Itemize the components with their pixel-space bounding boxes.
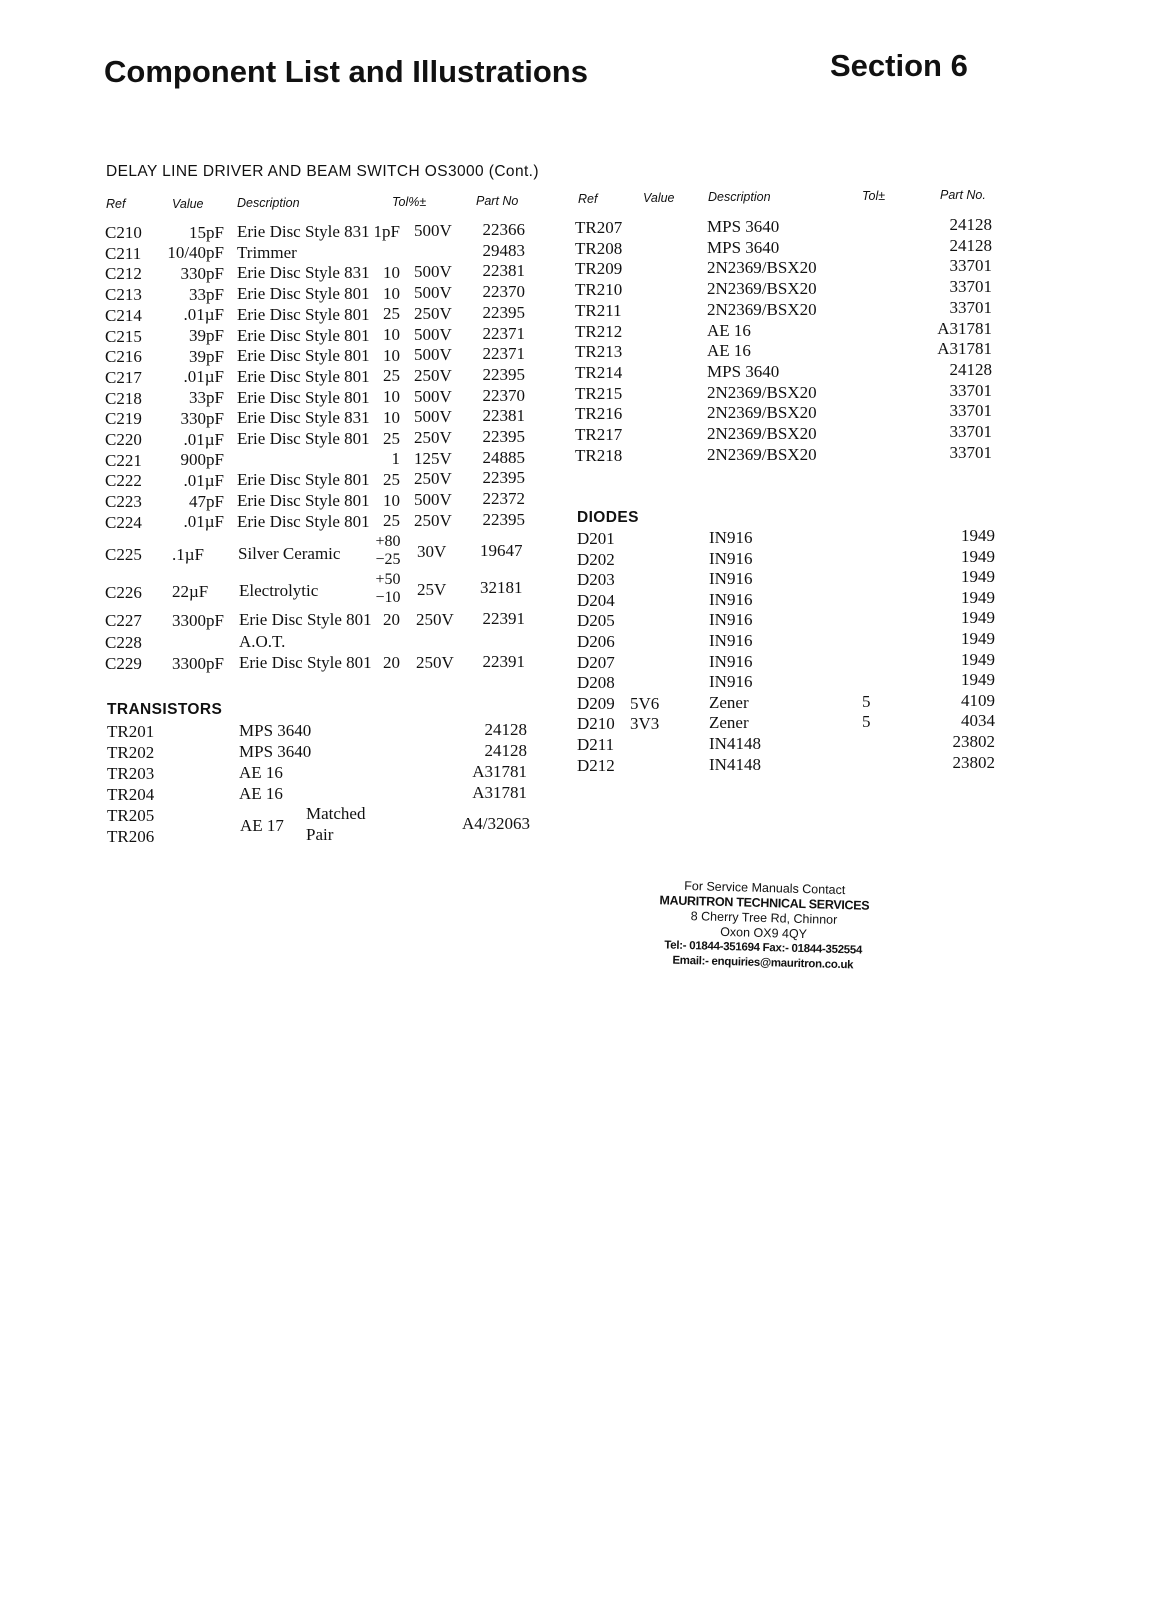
right-header-part-no: Part No. (940, 188, 986, 202)
row-tolerance: 10 (383, 345, 400, 365)
row-value: 15pF (189, 222, 224, 242)
row-part-no: 22381 (482, 406, 525, 426)
contact-phone: Tel:- 01844-351694 Fax:- 01844-352554 (664, 939, 863, 957)
row-ref: D206 (577, 632, 615, 651)
service-contact-stamp (648, 878, 880, 974)
row-part-no: 22381 (482, 261, 525, 281)
row-ref: C215 (105, 326, 142, 346)
row-value: 39pF (189, 346, 224, 366)
row-part-no: 33701 (949, 277, 992, 297)
row-ref: C221 (105, 450, 142, 470)
row-ref: C219 (105, 409, 142, 429)
row-description: MPS 3640 (707, 237, 780, 257)
right-header-description: Description (708, 190, 771, 204)
row-description: Erie Disc Style 801 (237, 491, 370, 511)
row-ref: C222 (105, 471, 142, 491)
row-voltage: 500V (414, 345, 452, 365)
row-ref: TR208 (575, 238, 623, 258)
row-part-no: 22371 (482, 323, 525, 343)
right-header-tol: Tol± (862, 189, 886, 203)
row-tolerance-plus: +80 (375, 533, 401, 550)
row-ref: D202 (577, 549, 615, 569)
page-title: Component List and Illustrations (104, 54, 588, 89)
right-header-value: Value (643, 191, 675, 205)
row-part-no: 19647 (480, 541, 523, 560)
row-description: 2N2369/BSX20 (707, 279, 817, 299)
row-description: IN4148 (709, 754, 761, 774)
row-voltage: 250V (414, 428, 452, 447)
row-tolerance: 10 (383, 407, 400, 427)
row-ref: TR211 (575, 300, 622, 320)
row-ref: D212 (577, 755, 615, 775)
row-part-no: 1949 (961, 567, 995, 587)
row-part-no: 24128 (949, 359, 992, 379)
row-part-no: 24128 (484, 720, 527, 739)
row-part-no: A31781 (472, 783, 527, 802)
row-ref: C225 (105, 545, 142, 564)
row-voltage: 500V (414, 283, 452, 303)
row-ref: TR215 (575, 383, 623, 403)
contact-address: 8 Cherry Tree Rd, Chinnor (690, 909, 838, 927)
row-voltage: 25V (417, 580, 447, 599)
row-ref: C224 (105, 512, 142, 532)
row-description: IN916 (709, 528, 753, 547)
row-ref: C226 (105, 583, 142, 602)
row-tolerance: 10 (383, 283, 400, 303)
row-description: MPS 3640 (707, 217, 780, 236)
row-ref: TR213 (575, 342, 623, 362)
row-part-no: 22371 (482, 344, 525, 364)
row-ref: C227 (105, 611, 142, 630)
row-description: A.O.T. (239, 632, 286, 651)
row-description: 2N2369/BSX20 (707, 424, 817, 443)
row-part-no: 32181 (480, 578, 523, 597)
row-ref: TR205 (107, 806, 155, 825)
row-ref: C229 (105, 654, 142, 673)
row-value: .01µF (183, 470, 224, 490)
row-part-no: 1949 (961, 649, 995, 669)
row-part-no: 24885 (482, 447, 525, 467)
row-tolerance: 20 (383, 653, 400, 672)
row-ref: C218 (105, 388, 142, 408)
row-part-no: A31781 (937, 339, 992, 359)
row-tolerance-minus: −25 (375, 551, 401, 568)
row-ref: D207 (577, 652, 615, 672)
row-voltage: 250V (414, 469, 452, 489)
row-voltage: 500V (414, 490, 452, 510)
row-voltage: 250V (414, 365, 452, 385)
row-tolerance: 10 (383, 490, 400, 510)
row-ref: D203 (577, 570, 615, 590)
row-part-no: 4034 (961, 711, 995, 731)
row-part-no: 33701 (949, 401, 992, 421)
row-ref: C210 (105, 223, 142, 242)
row-tolerance: 1 (391, 449, 400, 469)
row-value: 39pF (189, 326, 224, 345)
row-part-no: 22391 (482, 651, 525, 671)
section-label: Section 6 (830, 48, 968, 83)
row-value: .01µF (183, 305, 224, 325)
row-description: Erie Disc Style 801 (237, 325, 370, 345)
row-voltage: 500V (414, 324, 452, 344)
row-description: AE 16 (239, 784, 283, 803)
left-header-description: Description (237, 196, 300, 210)
row-description: Erie Disc Style 801 (239, 610, 372, 629)
row-description: MPS 3640 (239, 742, 312, 761)
row-ref: TR209 (575, 259, 623, 279)
row-voltage: 500V (414, 262, 452, 282)
row-description: 2N2369/BSX20 (707, 444, 817, 464)
right-header-ref: Ref (578, 192, 598, 206)
row-part-no: 33701 (949, 442, 992, 462)
left-header-part-no: Part No (476, 194, 519, 208)
row-ref: D211 (577, 735, 615, 754)
row-description: Zener (709, 713, 749, 733)
row-description: IN916 (709, 610, 753, 630)
row-description: Erie Disc Style 801 (237, 304, 370, 324)
row-description: AE 16 (707, 341, 751, 361)
row-part-no: 22395 (482, 302, 525, 322)
row-tolerance: 10 (383, 262, 400, 282)
row-ref: TR202 (107, 743, 155, 762)
row-description: IN916 (709, 548, 753, 568)
row-ref: D210 (577, 714, 615, 734)
row-tolerance: 25 (383, 428, 400, 448)
row-description: Erie Disc Style 831 (237, 408, 370, 428)
row-tolerance: 20 (383, 610, 400, 629)
row-ref: TR204 (107, 785, 155, 804)
row-value: 900pF (180, 450, 224, 470)
row-description: Erie Disc Style 831 (237, 222, 370, 241)
row-part-no: 1949 (961, 526, 995, 545)
row-ref: TR203 (107, 764, 155, 783)
row-description: IN916 (709, 631, 753, 650)
row-description: Erie Disc Style 831 (237, 263, 370, 283)
row-part-no: A31781 (472, 762, 527, 781)
row-tolerance: 1pF (373, 221, 400, 241)
row-description: IN916 (709, 651, 753, 671)
row-part-no: 1949 (961, 546, 995, 566)
row-ref: D204 (577, 590, 615, 610)
row-description: IN916 (709, 672, 753, 692)
row-tolerance: 25 (383, 304, 400, 324)
row-description: Erie Disc Style 801 (237, 429, 370, 448)
row-description: AE 16 (239, 763, 283, 782)
row-value: 3V3 (630, 714, 660, 734)
row-ref: C211 (105, 243, 142, 263)
row-ref: C220 (105, 430, 142, 449)
row-tolerance: 5 (862, 691, 871, 711)
row-ref: TR212 (575, 321, 623, 341)
row-voltage: 30V (417, 542, 447, 561)
row-part-no: 22370 (482, 282, 525, 302)
row-voltage: 250V (416, 609, 454, 629)
row-ref: C212 (105, 264, 142, 284)
row-part-no: 22395 (482, 468, 525, 488)
row-ref: TR214 (575, 362, 623, 382)
row-description: Erie Disc Style 801 (237, 470, 370, 490)
pair-label: Pair (306, 825, 334, 844)
row-part-no: 22366 (482, 220, 525, 239)
row-tolerance: 10 (383, 387, 400, 407)
row-part-no: 23802 (952, 752, 995, 772)
row-description: IN916 (709, 589, 753, 609)
row-value: .01µF (183, 367, 224, 387)
row-ref: TR201 (107, 722, 155, 741)
row-ref: C214 (105, 305, 142, 325)
row-value: 5V6 (630, 693, 660, 713)
left-header-tol: Tol%± (392, 195, 427, 209)
row-part-no: 29483 (482, 240, 525, 260)
row-part-no: 1949 (961, 670, 995, 690)
row-tolerance: 25 (383, 469, 400, 489)
row-tolerance: 25 (383, 366, 400, 386)
row-voltage: 250V (414, 510, 452, 530)
row-description: Erie Disc Style 801 (237, 346, 370, 366)
left-header-value: Value (172, 197, 204, 211)
row-description: 2N2369/BSX20 (707, 258, 817, 278)
contact-email: Email:- enquiries@mauritron.co.uk (672, 954, 854, 972)
row-value: 10/40pF (167, 243, 224, 263)
row-value: 3300pF (172, 611, 224, 630)
row-voltage: 500V (414, 221, 452, 240)
row-ref: TR217 (575, 425, 623, 444)
row-ref: C217 (105, 367, 142, 387)
row-part-no: 33701 (949, 297, 992, 317)
row-voltage: 250V (416, 652, 454, 672)
row-voltage: 125V (414, 448, 452, 468)
row-description: 2N2369/BSX20 (707, 403, 817, 423)
row-part-no: 33701 (949, 256, 992, 276)
row-ref: TR210 (575, 280, 623, 300)
row-part-no: 24128 (949, 215, 992, 234)
row-description: Erie Disc Style 801 (237, 511, 370, 531)
row-description: Electrolytic (239, 581, 319, 600)
row-description: AE 17 (240, 816, 284, 835)
row-description: AE 16 (707, 320, 751, 340)
row-description: MPS 3640 (707, 361, 780, 381)
row-part-no: A4/32063 (462, 814, 530, 833)
row-ref: D201 (577, 529, 615, 548)
row-voltage: 500V (414, 407, 452, 427)
row-ref: TR206 (107, 827, 155, 846)
row-value: .01µF (183, 512, 224, 532)
row-description: 2N2369/BSX20 (707, 299, 817, 319)
row-ref: TR207 (575, 218, 623, 237)
row-tolerance: 25 (383, 511, 400, 531)
row-description: Zener (709, 692, 749, 712)
row-tolerance: 5 (862, 712, 871, 732)
row-tolerance-plus: +50 (375, 571, 401, 588)
row-description: MPS 3640 (239, 721, 312, 740)
row-ref: TR216 (575, 404, 623, 424)
row-description: Silver Ceramic (238, 544, 341, 563)
row-description: Erie Disc Style 801 (237, 366, 370, 386)
row-description: Erie Disc Style 801 (239, 653, 372, 672)
transistors-heading: TRANSISTORS (107, 701, 223, 718)
row-value: .01µF (183, 429, 224, 449)
row-part-no: 33701 (949, 380, 992, 400)
row-part-no: 22372 (482, 489, 525, 509)
row-part-no: 4109 (961, 690, 995, 710)
row-ref: C216 (105, 347, 142, 367)
table-heading: DELAY LINE DRIVER AND BEAM SWITCH OS3000 (Cont.) (106, 163, 539, 180)
contact-line: For Service Manuals Contact (684, 878, 846, 898)
row-tolerance: 10 (383, 325, 400, 344)
row-description: IN4148 (709, 734, 761, 753)
row-part-no: 23802 (952, 732, 995, 751)
row-ref: D209 (577, 693, 615, 713)
row-value: 47pF (189, 491, 224, 511)
row-value: 22µF (172, 582, 209, 601)
row-ref: C228 (105, 633, 142, 652)
row-value: 3300pF (172, 654, 224, 673)
row-voltage: 500V (414, 386, 452, 406)
row-part-no: 33701 (949, 422, 992, 441)
diodes-heading: DIODES (577, 509, 639, 526)
row-value: 33pF (189, 284, 224, 304)
row-part-no: 24128 (949, 235, 992, 255)
left-header-ref: Ref (106, 197, 126, 211)
row-ref: C223 (105, 492, 142, 512)
row-value: 33pF (189, 388, 224, 408)
matched-label: Matched (306, 804, 366, 823)
row-ref: D208 (577, 673, 615, 693)
row-part-no: 1949 (961, 587, 995, 607)
row-description: IN916 (709, 569, 753, 589)
row-description: 2N2369/BSX20 (707, 382, 817, 402)
row-part-no: A31781 (937, 318, 992, 338)
row-ref: C213 (105, 285, 142, 305)
row-part-no: 24128 (484, 741, 527, 760)
contact-postcode: Oxon OX9 4QY (719, 924, 808, 942)
row-value: 330pF (180, 408, 224, 428)
row-part-no: 1949 (961, 608, 995, 628)
row-description: Erie Disc Style 801 (237, 387, 370, 407)
row-part-no: 22395 (482, 427, 525, 446)
row-description: Trimmer (237, 242, 297, 262)
row-ref: TR218 (575, 445, 623, 465)
row-part-no: 22370 (482, 385, 525, 405)
row-part-no: 22395 (482, 509, 525, 529)
row-voltage: 250V (414, 303, 452, 323)
row-ref: D205 (577, 611, 615, 631)
row-part-no: 1949 (961, 629, 995, 648)
contact-company: MAURITRON TECHNICAL SERVICES (659, 893, 870, 913)
row-part-no: 22395 (482, 364, 525, 384)
row-part-no: 22391 (482, 608, 525, 628)
row-tolerance-minus: −10 (375, 589, 401, 606)
row-value: 330pF (180, 263, 224, 283)
row-value: .1µF (172, 545, 204, 564)
row-description: Erie Disc Style 801 (237, 284, 370, 304)
